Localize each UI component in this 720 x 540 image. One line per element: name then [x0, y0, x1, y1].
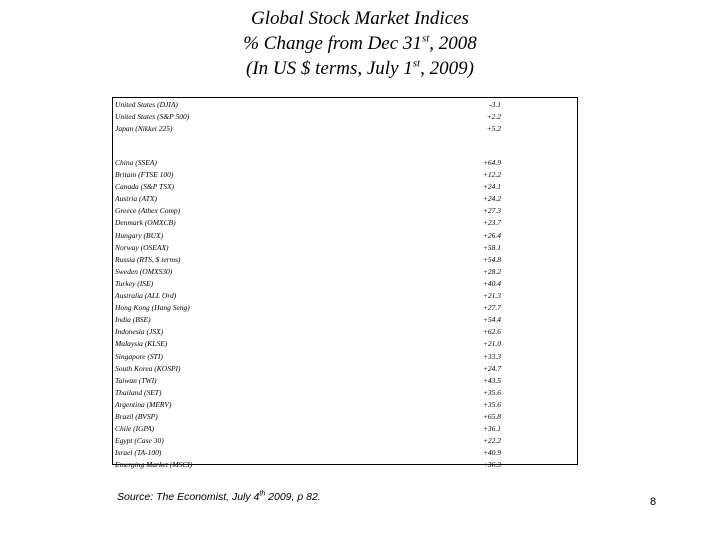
table-row [115, 387, 577, 399]
index-change: +64.9 [482, 158, 501, 167]
table-row [115, 169, 577, 181]
table-row [115, 181, 577, 193]
index-name: Canada (S&P TSX) [115, 182, 175, 192]
index-change: +21.3 [482, 291, 501, 301]
index-name: Austria (ATX) [115, 194, 158, 204]
index-name: Malaysia (KLSE) [115, 339, 168, 349]
table-row [115, 193, 577, 205]
index-name: Britain (FTSE 100) [115, 170, 174, 180]
table-row [115, 230, 577, 242]
index-name: Russia (RTS, $ terms) [115, 254, 181, 264]
index-name: China (SSEA) [115, 158, 157, 167]
index-name: Brazil (BVSP) [115, 411, 158, 421]
table-row [115, 459, 577, 471]
index-name: Hungary (BUX) [115, 230, 164, 240]
index-change: +62.6 [482, 327, 501, 337]
table-row [115, 123, 577, 135]
index-name: India (BSE) [115, 315, 151, 325]
table-row [115, 435, 577, 447]
indices-table [112, 97, 578, 470]
index-name: Emerging Market (MSCI) [115, 460, 193, 470]
index-name: Egypt (Case 30) [115, 436, 164, 446]
index-change: +27.7 [482, 303, 501, 313]
table-row [115, 363, 577, 375]
table-row [115, 217, 577, 229]
index-change: +21.0 [482, 339, 501, 349]
index-change: +5.2 [486, 124, 501, 134]
table-row [115, 290, 577, 302]
index-change: +40.4 [482, 278, 501, 288]
index-change: +12.2 [482, 170, 501, 180]
index-change: +28.2 [482, 266, 501, 276]
index-name: Norway (OSEAX) [115, 242, 169, 252]
index-name: United States (DJIA) [115, 100, 178, 109]
slide-title [0, 6, 720, 81]
index-name: Thailand (SET) [115, 387, 162, 397]
table-row [115, 157, 577, 169]
title-line-1: Global Stock Market Indices [251, 8, 469, 29]
index-name: Chile (IGPA) [115, 424, 155, 434]
index-change: +54.4 [482, 315, 501, 325]
index-name: Denmark (OMXCB) [115, 218, 176, 228]
index-change: +23.7 [482, 218, 501, 228]
index-name: Greece (Athex Comp) [115, 206, 181, 216]
title-line-2: % Change from Dec 31st, 2008 [243, 32, 477, 54]
table-group-major [115, 99, 577, 135]
index-change: +43.5 [482, 375, 501, 385]
index-change: +24.7 [482, 363, 501, 373]
table-row [115, 326, 577, 338]
index-name: Hong Kong (Hang Seng) [115, 303, 190, 313]
index-name: Sweden (OMXS30) [115, 266, 173, 276]
index-change: +36.1 [482, 424, 501, 434]
index-name: United States (S&P 500) [115, 112, 190, 122]
table-row [115, 399, 577, 411]
table-group-other [115, 157, 577, 471]
index-change: +40.9 [482, 448, 501, 458]
index-change: +24.2 [482, 194, 501, 204]
table-row [115, 314, 577, 326]
page-number: 8 [650, 496, 657, 508]
table-row [115, 375, 577, 387]
table-row [115, 111, 577, 123]
index-name: Turkey (ISE) [115, 278, 154, 288]
index-change: +22.2 [482, 436, 501, 446]
index-change: +58.1 [482, 242, 501, 252]
table-row [115, 411, 577, 423]
index-change: +54.8 [482, 254, 501, 264]
index-change: +33.3 [482, 351, 501, 361]
index-change: +2.2 [486, 112, 501, 122]
index-change: +27.3 [482, 206, 501, 216]
index-name: Japan (Nikkei 225) [115, 124, 173, 134]
index-name: Australia (ALL Ord) [115, 291, 177, 301]
index-change: +35.6 [482, 387, 501, 397]
table-row [115, 423, 577, 435]
index-change: +26.4 [482, 230, 501, 240]
title-line-3: (In US $ terms, July 1st, 2009) [246, 57, 474, 79]
source-citation: Source: The Economist, July 4th 2009, p 82. [117, 490, 321, 503]
index-name: Argentina (MERV) [115, 399, 172, 409]
index-name: Taiwan (TWI) [115, 375, 157, 385]
table-row [115, 242, 577, 254]
index-name: Indonesia (JSX) [115, 327, 164, 337]
index-change: +65.8 [482, 411, 501, 421]
table-row [115, 302, 577, 314]
index-change: -3.1 [489, 100, 501, 109]
index-change: +36.3 [482, 460, 501, 470]
table-row [115, 338, 577, 350]
index-name: Israel (TA-100) [115, 448, 162, 458]
index-change: +35.6 [482, 399, 501, 409]
table-row [115, 99, 577, 111]
index-name: South Korea (KOSPI) [115, 363, 181, 373]
index-change: +24.1 [482, 182, 501, 192]
table-row [115, 266, 577, 278]
table-row [115, 278, 577, 290]
table-row [115, 254, 577, 266]
table-row [115, 351, 577, 363]
table-row [115, 205, 577, 217]
index-name: Singapore (STI) [115, 351, 163, 361]
table-row [115, 447, 577, 459]
